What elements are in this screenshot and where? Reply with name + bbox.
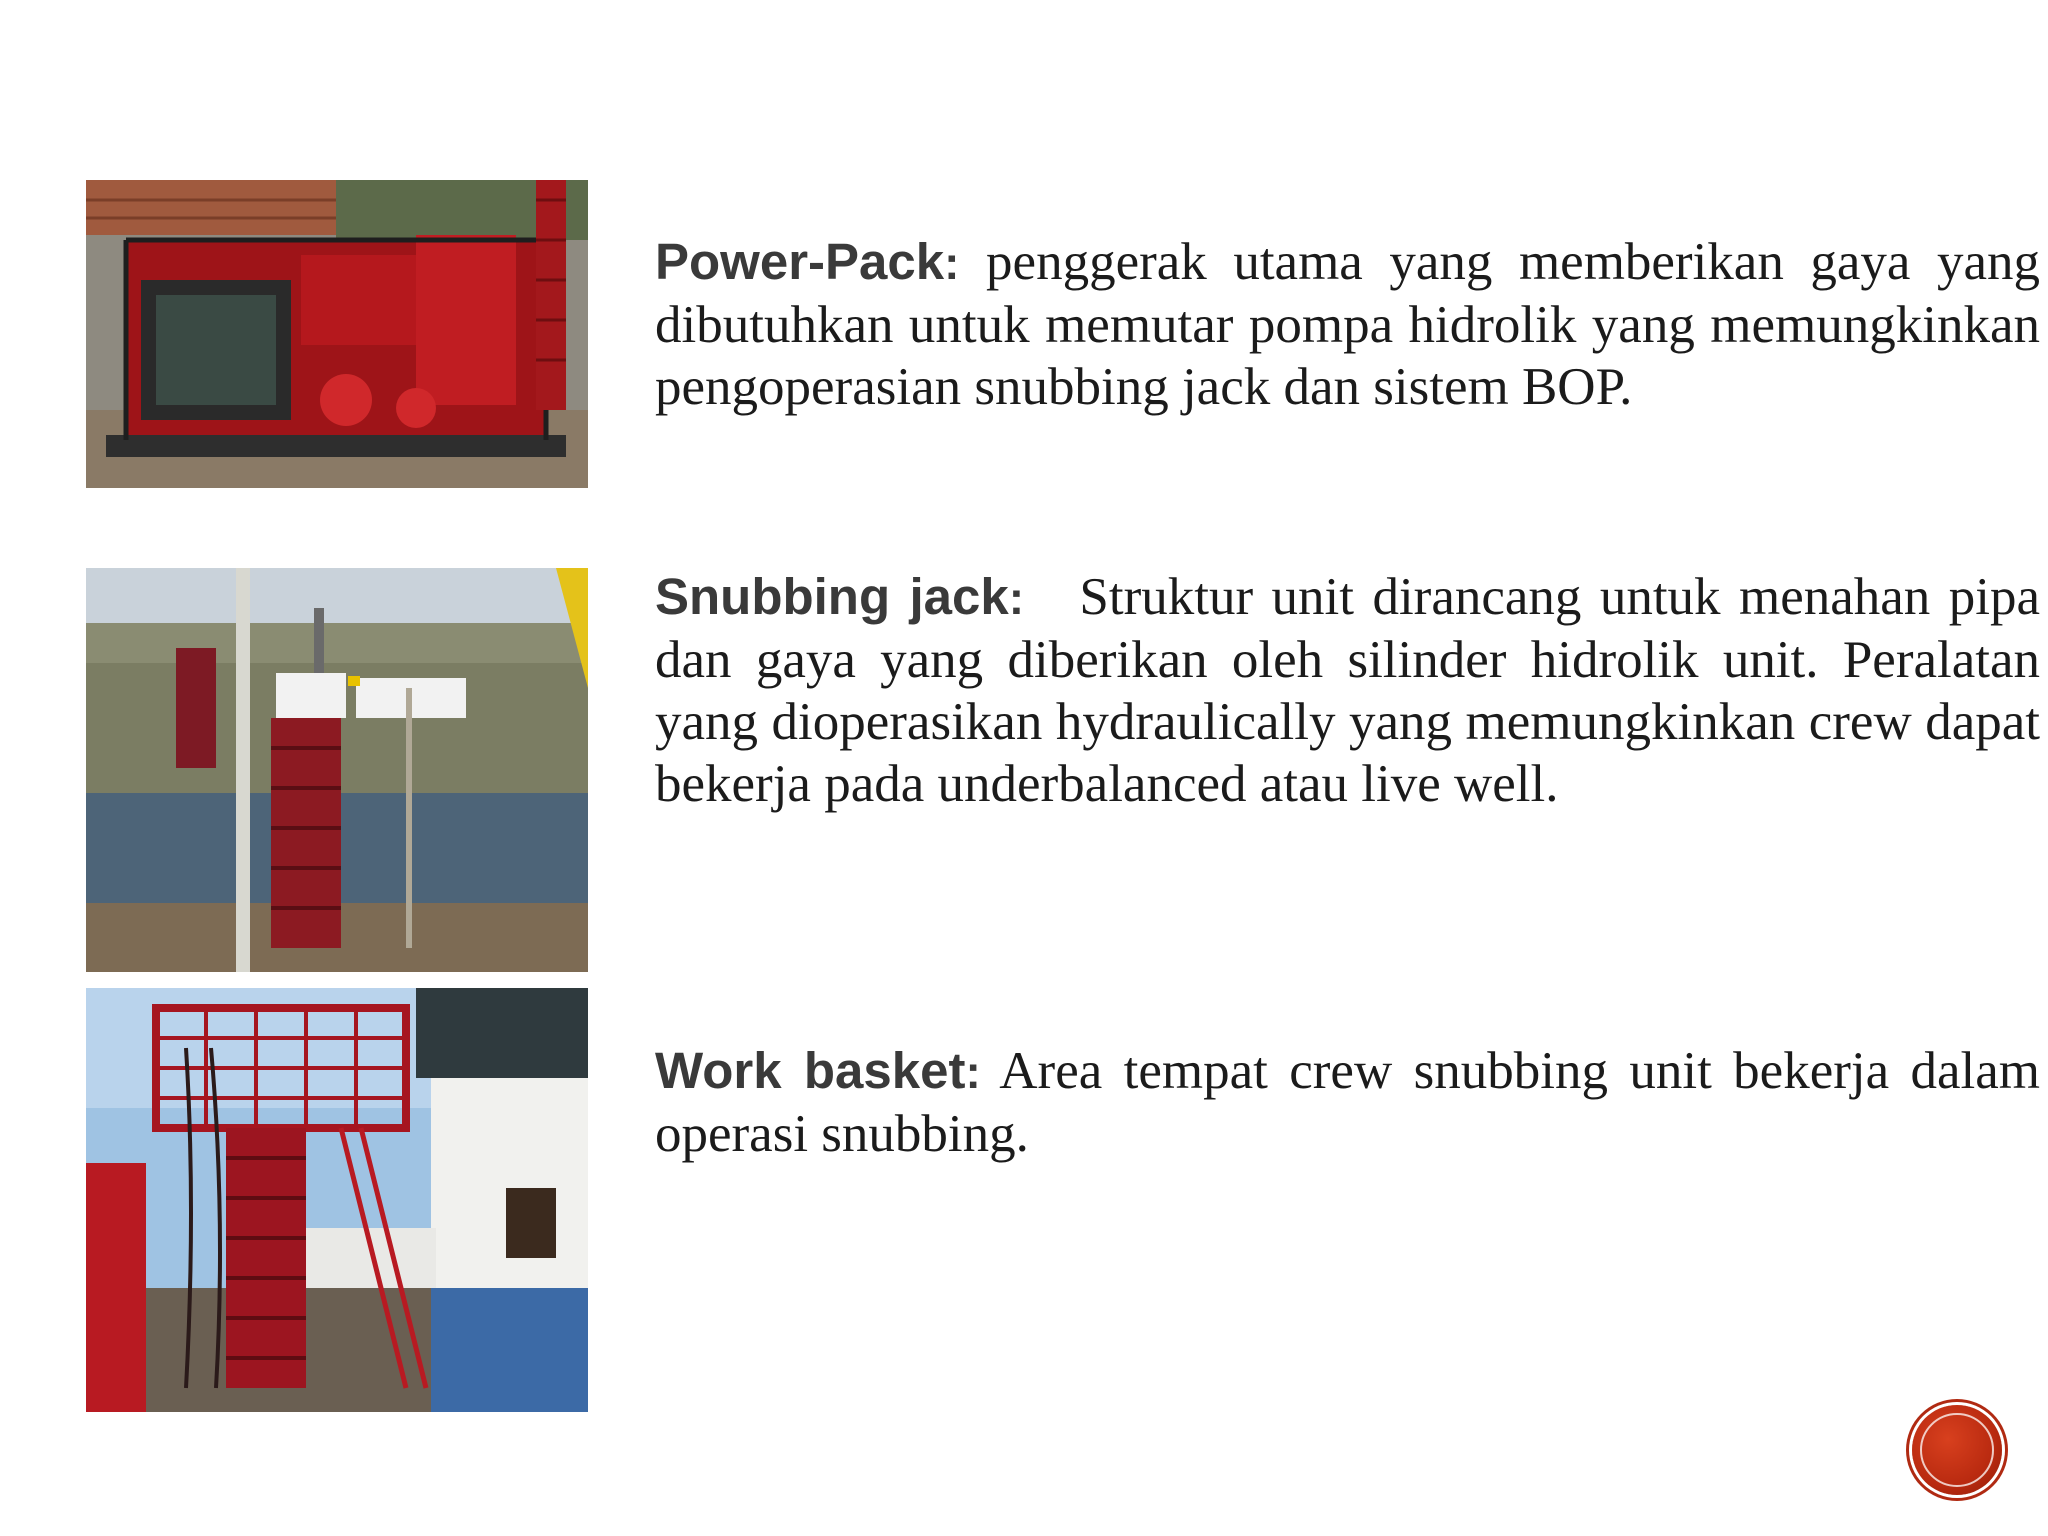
snubbing-jack-term: Snubbing jack: [655, 568, 1009, 625]
work-basket-term: Work basket: [655, 1042, 966, 1099]
power-pack-text: penggerak utama yang memberikan gaya yang dibutuhkan untuk memutar pompa hidrolik yang memungkinkan pengoperasian snubbing jack dan sistem BOP.: [655, 233, 2041, 416]
power-pack-description: [655, 231, 2040, 418]
snubbing-jack-description: [655, 566, 2040, 815]
snubbing-jack-text: Struktur unit dirancang untuk menahan pipa dan gaya yang diberikan oleh silinder hidrolik unit. Peralatan yang dioperasikan hydraulically yang memungkinkan crew dapat bekerja pada underbalanced atau live well.: [655, 568, 2040, 813]
power-pack-photo: [86, 180, 588, 488]
slide-badge-ring: [1920, 1413, 1994, 1487]
snubbing-jack-photo: [86, 568, 588, 972]
work-basket-colon: :: [965, 1046, 981, 1098]
power-pack-term: Power-Pack: [655, 233, 945, 290]
work-basket-photo: [86, 988, 588, 1412]
snubbing-jack-colon: :: [1008, 572, 1025, 624]
work-basket-description: [655, 1040, 2040, 1165]
power-pack-colon: :: [944, 237, 960, 289]
work-basket-text: Area tempat crew snubbing unit bekerja dalam operasi snubbing.: [655, 1042, 2041, 1163]
slide-badge-icon: [1912, 1405, 2002, 1495]
